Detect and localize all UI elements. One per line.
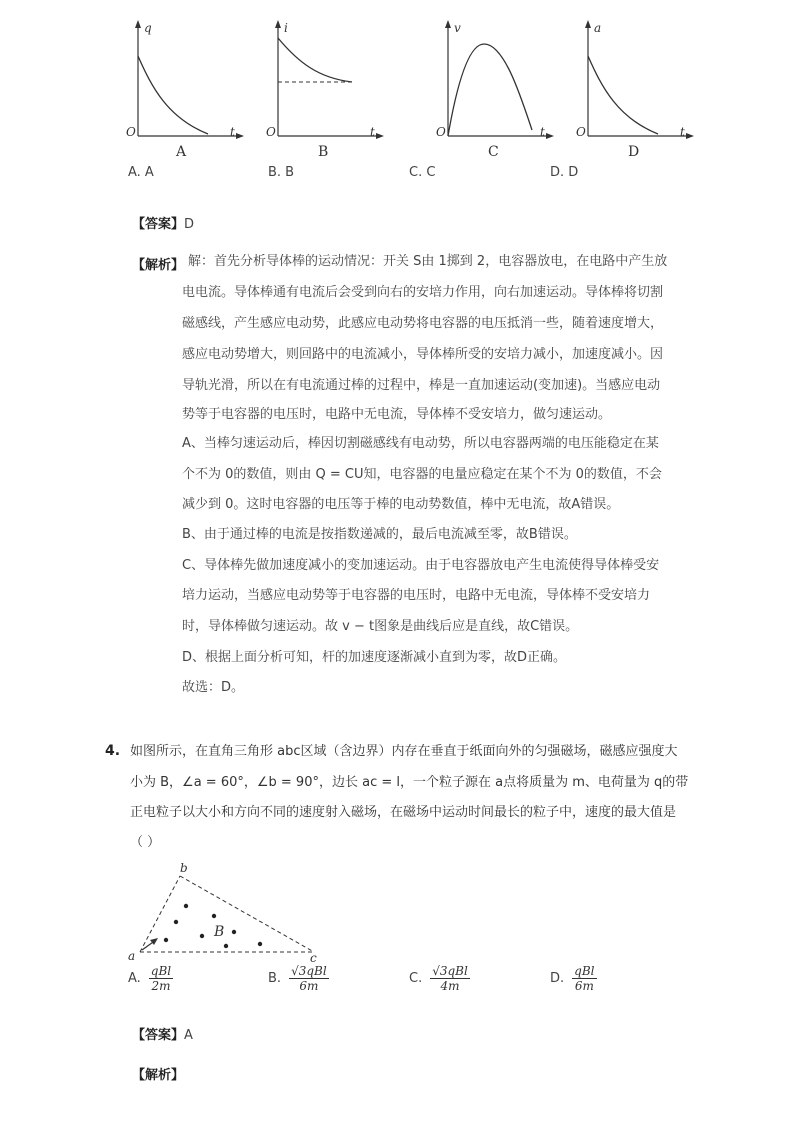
q3-analysis-line: 个不为 0的数值，则由 Q = CU知，电容器的电量应稳定在某个不为 0的数值，不会 [182, 467, 662, 482]
graph-c-yaxis: v [454, 21, 461, 35]
fraction-denominator: 2m [151, 979, 171, 993]
graph-d-yaxis: a [594, 21, 602, 35]
q3-analysis-line: C、导体棒先做加速度减小的变加速运动。由于电容器放电产生电流使得导体棒受安 [182, 558, 660, 573]
graph-a-svg [118, 18, 248, 158]
graph-d-caption: D [628, 144, 640, 160]
q4-stem-line: （ ） [130, 835, 161, 850]
q4-option-b-fraction [289, 964, 329, 993]
q3-analysis-line: 时，导体棒做匀速运动。故 v − t图象是曲线后应是直线，故C错误。 [182, 619, 579, 634]
q3-analysis-line: 磁感线，产生感应电动势，此感应电动势将电容器的电压抵消一些，随着速度增大， [182, 316, 664, 331]
triangle-label-a: a [128, 949, 136, 963]
q3-analysis-line: 感应电动势增大，则回路中的电流减小，导体棒所受的安培力减小，加速度减小。因 [182, 347, 664, 362]
q3-analysis-line: B、由于通过棒的电流是按指数递减的，最后电流减至零，故B错误。 [182, 527, 577, 542]
graph-d-svg [568, 18, 698, 158]
q3-answer-value: D [184, 217, 195, 232]
q3-analysis-tag-row [132, 254, 184, 273]
fraction-numerator: qBl [574, 964, 595, 978]
q4-analysis-tag: 【解析】 [132, 1068, 185, 1083]
triangle-figure [118, 860, 338, 970]
graph-d-origin: O [576, 125, 586, 139]
q3-analysis-line: 导轨光滑，所以在有电流通过棒的过程中，棒是一直加速运动(变加速)。当感应电动 [182, 378, 661, 393]
q4-option-c[interactable] [409, 964, 470, 993]
graph-d [568, 18, 698, 158]
q4-number: 4. [105, 743, 121, 759]
triangle-label-b: b [180, 861, 188, 875]
q3-analysis-line: D、根据上面分析可知，杆的加速度逐渐减小直到为零，故D正确。 [182, 650, 567, 665]
graph-a-yaxis: q [144, 21, 152, 35]
q3-analysis-line: 培力运动，当感应电动势等于电容器的电压时，电路中无电流，导体棒不受安培力 [182, 588, 651, 603]
fraction-numerator: √3qBl [291, 964, 327, 978]
q3-option-d[interactable]: D. D [550, 165, 579, 180]
q3-analysis-line: A、当棒匀速运动后，棒因切割磁感线有电动势，所以电容器两端的电压能稳定在某 [182, 436, 659, 451]
q3-analysis-line: 解：首先分析导体棒的运动情况：开关 S由 1掷到 2，电容器放电，在电路中产生放 [188, 254, 668, 269]
graph-b-caption: B [318, 144, 329, 160]
graph-c-xaxis: t [540, 125, 545, 139]
q3-analysis-tag: 【解析】 [132, 258, 185, 273]
graph-c [428, 18, 558, 158]
q4-stem-line: 小为 B，∠a = 60°，∠b = 90°，边长 ac = l，一个粒子源在 a点将质量为 m、电荷量为 q的带 [130, 775, 689, 790]
graph-b-yaxis: i [284, 21, 288, 35]
graph-b-xaxis: t [370, 125, 375, 139]
graph-a [118, 18, 248, 158]
fraction-denominator: 6m [574, 979, 594, 993]
triangle-label-c: c [310, 951, 317, 965]
q4-option-a-label: A. [128, 971, 141, 986]
graph-a-origin: O [126, 125, 136, 139]
q3-option-a[interactable]: A. A [128, 165, 154, 180]
q4-stem-line: 如图所示，在直角三角形 abc区域（含边界）内存在垂直于纸面向外的匀强磁场，磁感应强度大 [130, 744, 678, 759]
q3-analysis-line: 电电流。导体棒通有电流后会受到向右的安培力作用，向右加速运动。导体棒将切割 [182, 285, 664, 300]
q3-option-b[interactable]: B. B [268, 165, 295, 180]
graph-b-svg [258, 18, 388, 158]
graph-c-caption: C [488, 144, 499, 160]
q4-option-b-label: B. [268, 971, 282, 986]
fraction-denominator: 4m [440, 979, 460, 993]
q4-answer-tag: 【答案】 [132, 1028, 185, 1043]
graph-a-caption: A [176, 144, 187, 160]
graph-a-xaxis: t [230, 125, 235, 139]
q3-analysis-line: 减少到 0。这时电容器的电压等于棒的电动势数值，棒中无电流，故A错误。 [182, 497, 620, 512]
q4-option-d-label: D. [550, 971, 565, 986]
q3-analysis-line: 势等于电容器的电压时，电路中无电流，导体棒不受安培力，做匀速运动。 [182, 407, 612, 422]
q4-stem-line: 正电粒子以大小和方向不同的速度射入磁场，在磁场中运动时间最长的粒子中，速度的最大值是 [130, 805, 677, 820]
fraction-numerator: qBl [150, 964, 172, 978]
q4-analysis-row [132, 1064, 184, 1083]
graph-b [258, 18, 388, 158]
q3-answer-row [132, 213, 194, 232]
fraction-denominator: 6m [299, 979, 319, 993]
q4-option-a[interactable] [128, 964, 173, 993]
q4-option-c-label: C. [409, 971, 423, 986]
graph-c-origin: O [436, 125, 446, 139]
q3-option-c[interactable]: C. C [409, 165, 436, 180]
triangle-field-label: B [214, 924, 225, 940]
graph-b-origin: O [266, 125, 276, 139]
q4-option-d[interactable] [550, 964, 597, 993]
q4-answer-value: A [184, 1028, 193, 1043]
q3-answer-tag: 【答案】 [132, 217, 185, 232]
triangle-svg [118, 860, 338, 970]
q3-analysis-line: 故选：D。 [182, 680, 245, 695]
graph-d-xaxis: t [680, 125, 685, 139]
q4-option-b[interactable] [268, 964, 329, 993]
q4-option-d-fraction [572, 964, 596, 993]
q4-option-c-fraction [430, 964, 470, 993]
q4-answer-row [132, 1024, 193, 1043]
q4-option-a-fraction [149, 964, 173, 993]
fraction-numerator: √3qBl [432, 964, 468, 978]
graph-c-svg [428, 18, 558, 158]
